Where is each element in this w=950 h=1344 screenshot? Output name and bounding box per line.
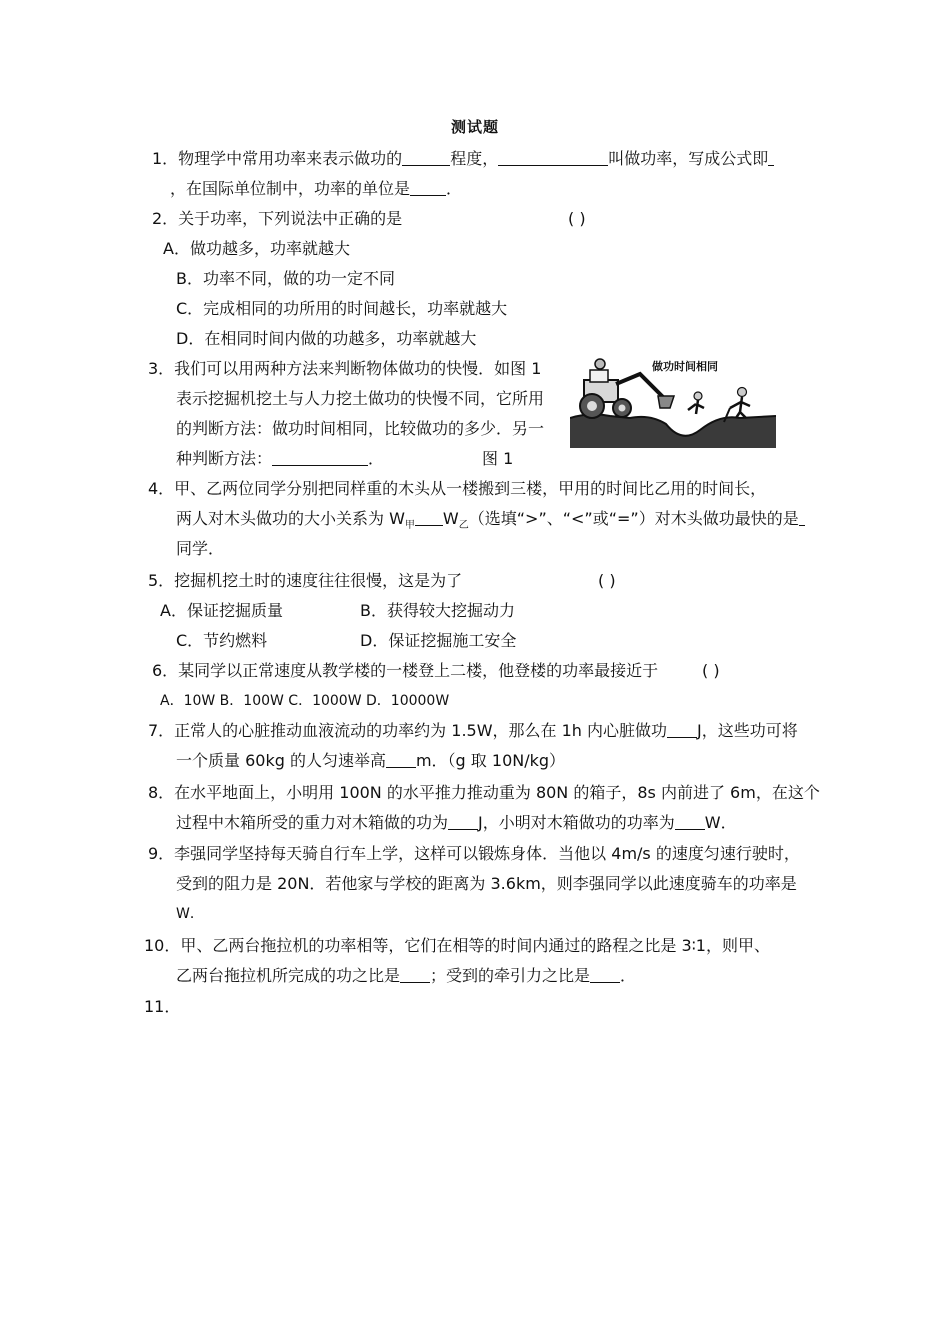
q7-line1 [148,720,798,742]
q2-option-b: B．功率不同，做的功一定不同 [176,269,395,288]
q10-text-a: 乙两台拖拉机所完成的功之比是 [176,966,401,985]
q1-line2 [170,178,462,200]
q4-text-b: W [442,509,459,528]
q6-options: A．10W B．100W C．1000W D．10000W [160,693,450,709]
q4-sub-jia: 甲 [404,520,415,532]
q4-line3: 同学． [176,539,225,558]
q10-line2 [176,965,636,987]
q8-blank-1[interactable] [448,813,478,830]
q3-line2: 表示挖掘机挖土与人力挖土做功的快慢不同，它所用 [176,389,545,408]
q7-text-a: 7．正常人的心脏推动血液流动的功率约为 1.5W，那么在 1h 内心脏做功 [148,721,668,740]
q7-text-c: 一个质量 60kg 的人匀速举高 [176,751,386,770]
q10-text-c: ． [620,966,637,985]
q3-blank[interactable] [272,449,368,466]
q7-line2 [176,750,565,772]
q1-blank-2[interactable] [498,149,608,166]
q5-option-d: D．保证挖掘施工安全 [360,631,517,650]
q7-text-b: J，这些功可将 [697,721,798,740]
q10-line1: 10．甲、乙两台拖拉机的功率相等，它们在相等的时间内通过的路程之比是 3∶1，则甲、 [144,936,770,955]
q11-number: 11． [144,997,181,1016]
q10-blank-2[interactable] [590,966,620,983]
q1-text-b: 程度， [450,149,499,168]
q1-blank-3[interactable] [768,149,774,166]
q8-blank-2[interactable] [675,813,705,830]
q7-text-d: m．（g 取 10N/kg） [415,751,566,770]
q1-text-d: ，在国际单位制中，功率的单位是 [170,179,411,198]
q3-line1: 3．我们可以用两种方法来判断物体做功的快慢．如图 1 [148,359,542,378]
q4-line2 [176,508,805,537]
q1-text-e: ． [446,179,463,198]
q7-blank-1[interactable] [667,721,697,738]
q1-text-c: 叫做功率，写成公式即 [608,149,769,168]
q8-text-a: 过程中木箱所受的重力对木箱做的功为 [176,813,449,832]
q1-blank-1[interactable] [402,149,450,166]
q10-blank-1[interactable] [400,966,430,983]
q7-blank-2[interactable] [386,751,416,768]
q8-text-b: J，小明对木箱做功的功率为 [478,813,675,832]
q1-blank-4[interactable] [410,179,446,196]
q9-line1: 9．李强同学坚持每天骑自行车上学，这样可以锻炼身体．当他以 4m/s 的速度匀速行驶时， [148,844,800,863]
q2-option-d: D．在相同时间内做的功越多，功率就越大 [176,329,477,348]
q1-line1 [152,148,774,170]
excavator-illustration [570,352,776,448]
figure-1-caption: 做功时间相同 [652,360,718,373]
q3-text-b: ． [368,449,385,468]
q2-option-a: A．做功越多，功率就越大 [163,239,350,258]
q6-stem: 6．某同学以正常速度从教学楼的一楼登上二楼，他登楼的功率最接近于 [152,661,659,680]
q4-line1: 4．甲、乙两位同学分别把同样重的木头从一楼搬到三楼，甲用的时间比乙用的时间长， [148,479,767,498]
q9-line2: 受到的阻力是 20N．若他家与学校的距离为 3.6km，则李强同学以此速度骑车的功率是 [176,874,797,893]
q6-answer-paren[interactable]: ( ) [702,661,720,680]
q4-blank-2[interactable] [799,509,805,526]
q5-option-a: A．保证挖掘质量 [160,601,283,620]
q4-blank-1[interactable] [415,509,443,526]
q8-text-c: W． [704,813,737,832]
q10-text-b: ；受到的牵引力之比是 [430,966,591,985]
q3-text-a: 种判断方法： [176,449,273,468]
q2-answer-paren[interactable]: ( ) [568,209,586,228]
figure-1-label: 图 1 [482,449,514,468]
q8-line2 [176,812,737,834]
q9-line3: W． [176,906,204,922]
q5-stem: 5．挖掘机挖土时的速度往往很慢，这是为了 [148,571,463,590]
q2-option-c: C．完成相同的功所用的时间越长，功率就越大 [176,299,508,318]
q3-line3: 的判断方法：做功时间相同，比较做功的多少．另一 [176,419,545,438]
q2-stem: 2．关于功率，下列说法中正确的是 [152,209,403,228]
q1-text-a: 1．物理学中常用功率来表示做功的 [152,149,403,168]
page-title: 测试题 [450,118,499,136]
q3-line4 [176,448,384,470]
q5-answer-paren[interactable]: ( ) [598,571,616,590]
q4-text-c: （选填“>”、“<”或“=”）对木头做功最快的是 [468,509,799,528]
q4-text-a: 两人对木头做功的大小关系为 W [176,509,405,528]
q5-option-c: C．节约燃料 [176,631,268,650]
q4-sub-yi: 乙 [458,520,469,532]
q8-line1: 8．在水平地面上，小明用 100N 的水平推力推动重为 80N 的箱子，8s 内前进了 6m，在这个 [148,783,820,802]
q5-option-b: B．获得较大挖掘动力 [360,601,515,620]
